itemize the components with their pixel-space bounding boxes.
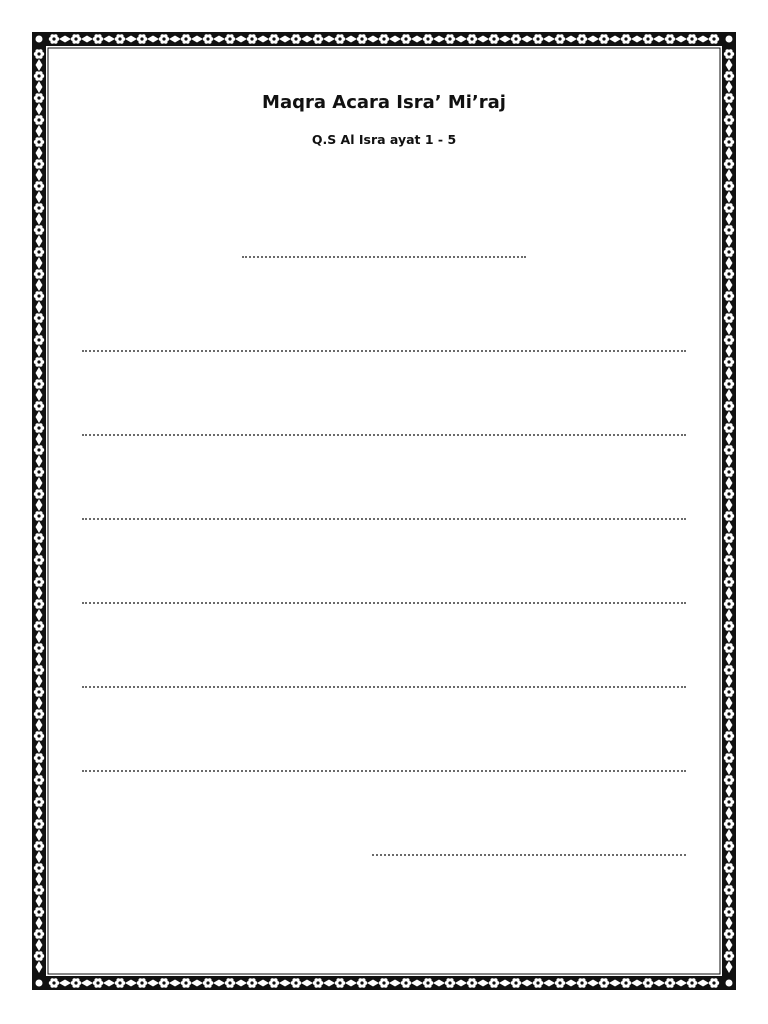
verse-line-4 [82,574,686,604]
verse-text-placeholder [82,322,686,352]
page-content [32,32,736,990]
verse-text-placeholder [82,658,686,688]
page-frame [32,32,736,990]
verse-line-1 [82,322,686,352]
verse-line-7 [372,826,686,856]
basmalah-text-placeholder [242,232,526,258]
page-title: Maqra Acara Isra’ Mi’raj [262,92,506,113]
verse-text-placeholder [82,490,686,520]
verse-line-6 [82,742,686,772]
verse-line-3 [82,490,686,520]
page-subtitle: Q.S Al Isra ayat 1 - 5 [311,132,457,147]
verse-text-placeholder [82,574,686,604]
basmalah-line [242,232,526,258]
verse-text-placeholder [372,826,686,856]
verse-text-placeholder [82,742,686,772]
verse-line-2 [82,406,686,436]
verse-line-5 [82,658,686,688]
verse-text-placeholder [82,406,686,436]
